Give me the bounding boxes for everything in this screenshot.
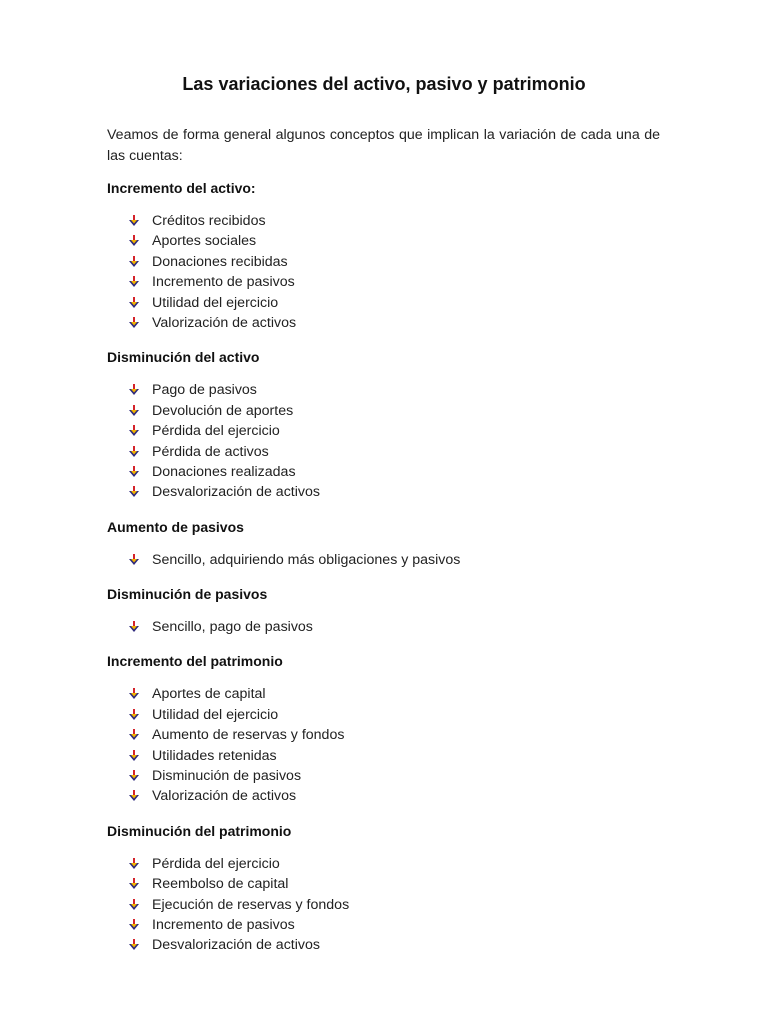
list-item-label: Aportes de capital bbox=[152, 686, 266, 703]
bullet-list bbox=[107, 380, 667, 502]
list-item bbox=[107, 705, 667, 725]
arrow-down-bullet-icon bbox=[128, 384, 140, 396]
arrow-down-bullet-icon bbox=[128, 878, 140, 890]
arrow-down-bullet-icon bbox=[128, 405, 140, 417]
list-item bbox=[107, 935, 667, 955]
list-item bbox=[107, 252, 667, 272]
arrow-down-bullet-icon bbox=[128, 446, 140, 458]
list-item bbox=[107, 313, 667, 333]
section bbox=[107, 178, 667, 333]
page-title: Las variaciones del activo, pasivo y patrimonio bbox=[182, 74, 586, 94]
bullet-list bbox=[107, 684, 667, 806]
list-item bbox=[107, 380, 667, 400]
list-item-label: Utilidad del ejercicio bbox=[152, 294, 279, 311]
list-item-label: Incremento de pasivos bbox=[152, 916, 295, 933]
arrow-down-bullet-icon bbox=[128, 790, 140, 802]
list-item bbox=[107, 293, 667, 313]
list-item bbox=[107, 421, 667, 441]
list-item-label: Ejecución de reservas y fondos bbox=[152, 896, 350, 913]
section-heading: Incremento del activo: bbox=[107, 180, 256, 196]
list-item-label: Pérdida del ejercicio bbox=[152, 423, 280, 440]
list-item bbox=[107, 401, 667, 421]
list-item bbox=[107, 231, 667, 251]
list-item-label: Incremento de pasivos bbox=[152, 274, 295, 291]
list-item bbox=[107, 482, 667, 502]
list-item-label: Valorización de activos bbox=[152, 788, 297, 805]
list-item bbox=[107, 915, 667, 935]
sections-container bbox=[107, 178, 667, 970]
arrow-down-bullet-icon bbox=[128, 297, 140, 309]
arrow-down-bullet-icon bbox=[128, 939, 140, 951]
list-item-label: Utilidad del ejercicio bbox=[152, 706, 279, 723]
list-item-label: Pérdida de activos bbox=[152, 443, 269, 460]
bullet-list bbox=[107, 211, 667, 333]
list-item-label: Valorización de activos bbox=[152, 314, 297, 331]
section-heading: Incremento del patrimonio bbox=[107, 653, 283, 670]
arrow-down-bullet-icon bbox=[128, 486, 140, 498]
section-heading: Disminución de pasivos bbox=[107, 586, 268, 603]
arrow-down-bullet-icon bbox=[128, 750, 140, 762]
list-item-label: Desvalorización de activos bbox=[152, 937, 320, 954]
arrow-down-bullet-icon bbox=[128, 709, 140, 721]
arrow-down-bullet-icon bbox=[128, 554, 140, 566]
list-item bbox=[107, 211, 667, 231]
list-item-label: Créditos recibidos bbox=[152, 213, 266, 229]
section-heading: Disminución del activo bbox=[107, 349, 260, 366]
list-item bbox=[107, 854, 667, 874]
arrow-down-bullet-icon bbox=[128, 729, 140, 741]
list-item bbox=[107, 684, 667, 704]
section bbox=[107, 821, 667, 956]
arrow-down-bullet-icon bbox=[128, 858, 140, 870]
list-item-label: Reembolso de capital bbox=[152, 876, 289, 893]
section bbox=[107, 517, 667, 570]
arrow-down-bullet-icon bbox=[128, 466, 140, 478]
list-item-label: Pago de pasivos bbox=[152, 382, 257, 399]
list-item-label: Donaciones recibidas bbox=[152, 253, 288, 270]
section bbox=[107, 347, 667, 502]
section-heading: Disminución del patrimonio bbox=[107, 822, 292, 839]
list-item bbox=[107, 766, 667, 786]
list-item bbox=[107, 725, 667, 745]
list-item-label: Disminución de pasivos bbox=[152, 768, 302, 785]
list-item bbox=[107, 895, 667, 915]
bullet-list bbox=[107, 854, 667, 956]
list-item bbox=[107, 550, 667, 570]
list-item-label: Aumento de reservas y fondos bbox=[152, 727, 345, 744]
list-item bbox=[107, 786, 667, 806]
arrow-down-bullet-icon bbox=[128, 919, 140, 931]
bullet-list bbox=[107, 550, 667, 570]
list-item-label: Desvalorización de activos bbox=[152, 484, 320, 501]
arrow-down-bullet-icon bbox=[128, 621, 140, 633]
list-item-label: Devolución de aportes bbox=[152, 402, 294, 419]
intro-paragraph: Veamos de forma general algunos conceptos que implican la variación de cada una de las cuentas: bbox=[107, 127, 660, 164]
list-item bbox=[107, 272, 667, 292]
section bbox=[107, 651, 667, 806]
arrow-down-bullet-icon bbox=[128, 899, 140, 911]
list-item bbox=[107, 442, 667, 462]
list-item bbox=[107, 746, 667, 766]
list-item-label: Donaciones realizadas bbox=[152, 463, 296, 480]
arrow-down-bullet-icon bbox=[128, 235, 140, 247]
list-item-label: Sencillo, adquiriendo más obligaciones y pasivos bbox=[152, 551, 461, 568]
arrow-down-bullet-icon bbox=[128, 276, 140, 288]
arrow-down-bullet-icon bbox=[128, 425, 140, 437]
section bbox=[107, 584, 667, 637]
arrow-down-bullet-icon bbox=[128, 688, 140, 700]
list-item bbox=[107, 874, 667, 894]
arrow-down-bullet-icon bbox=[128, 215, 140, 227]
list-item-label: Pérdida del ejercicio bbox=[152, 855, 280, 872]
list-item-label: Sencillo, pago de pasivos bbox=[152, 619, 313, 636]
list-item-label: Aportes sociales bbox=[152, 233, 257, 250]
arrow-down-bullet-icon bbox=[128, 256, 140, 268]
arrow-down-bullet-icon bbox=[128, 770, 140, 782]
arrow-down-bullet-icon bbox=[128, 317, 140, 329]
list-item-label: Utilidades retenidas bbox=[152, 747, 277, 764]
list-item bbox=[107, 617, 667, 637]
section-heading: Aumento de pasivos bbox=[107, 518, 244, 535]
list-item bbox=[107, 462, 667, 482]
bullet-list bbox=[107, 617, 667, 637]
